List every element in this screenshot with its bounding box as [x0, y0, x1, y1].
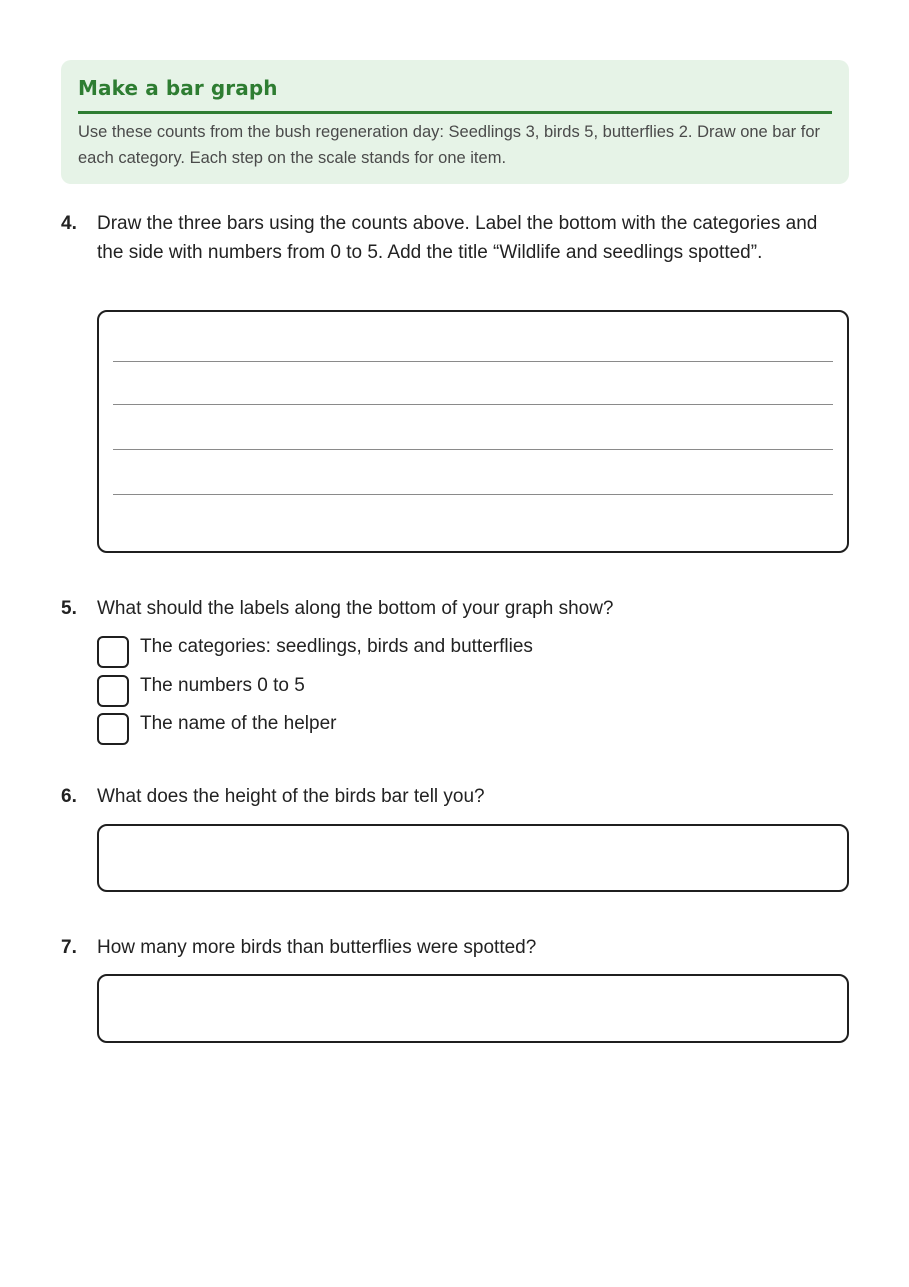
writing-line: [113, 361, 833, 362]
writing-line: [113, 404, 833, 405]
callout-body: Use these counts from the bush regeneration day: Seedlings 3, birds 5, butterflies 2. Draw one bar for each category. Each step on the scale stands for one item.: [78, 123, 820, 167]
answer-box-q6[interactable]: [97, 824, 849, 892]
option-numbers[interactable]: [97, 675, 837, 707]
option-checkbox[interactable]: [97, 636, 129, 668]
question-number: 7.: [61, 937, 77, 958]
question-number: 4.: [61, 213, 77, 234]
graph-drawing-area[interactable]: [97, 310, 849, 553]
option-categories[interactable]: [97, 636, 837, 668]
answer-box-q7[interactable]: [97, 974, 849, 1043]
question-text: How many more birds than butterflies were spotted?: [97, 937, 537, 958]
question-number: 5.: [61, 598, 77, 619]
callout-divider: [78, 111, 832, 114]
writing-line: [113, 494, 833, 495]
writing-line: [113, 449, 833, 450]
option-label: The name of the helper: [140, 713, 337, 734]
option-label: The numbers 0 to 5: [140, 675, 305, 696]
question-text: What should the labels along the bottom of your graph show?: [97, 598, 614, 619]
callout-title: Make a bar graph: [78, 76, 278, 100]
option-checkbox[interactable]: [97, 675, 129, 707]
question-text: What does the height of the birds bar tell you?: [97, 786, 485, 807]
option-label: The categories: seedlings, birds and butterflies: [140, 636, 533, 657]
instruction-callout: [61, 60, 849, 184]
question-number: 6.: [61, 786, 77, 807]
option-helper-name[interactable]: [97, 713, 837, 745]
option-checkbox[interactable]: [97, 713, 129, 745]
question-text: Draw the three bars using the counts above. Label the bottom with the categories and the side with numbers from 0 to 5. Add the title “Wildlife and seedlings spotted”.: [97, 213, 818, 263]
